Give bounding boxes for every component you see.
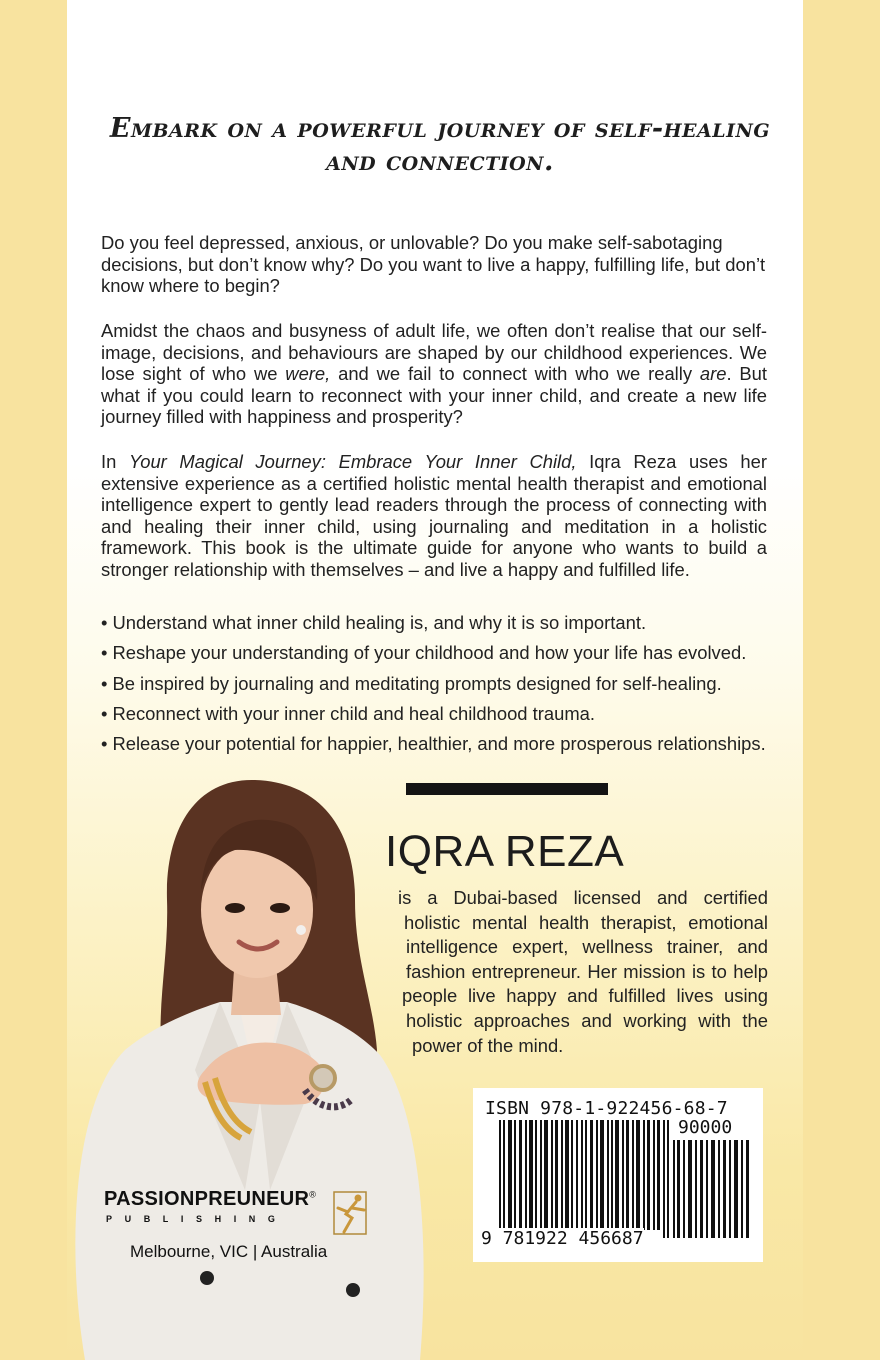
list-item-text: Reconnect with your inner child and heal childhood trauma. [112, 702, 595, 724]
context-emphasis-are: are [699, 363, 727, 385]
bio-line: intelligence expert, wellness trainer, and [406, 936, 768, 958]
list-item [101, 703, 791, 733]
bio-line: fashion entrepreneur. Her mission is to help [406, 960, 768, 982]
book-summary-paragraph [101, 451, 767, 581]
context-paragraph [101, 320, 767, 428]
context-text-c: . But what if you could learn to reconnect with your inner child, and create a new life journey filled with happiness and prosperity? [101, 363, 768, 428]
bullet-dot: • [101, 702, 108, 724]
list-item [101, 673, 791, 703]
isbn-label: ISBN 978-1-922456-68-7 [485, 1098, 728, 1119]
benefit-list [101, 612, 791, 763]
intro-paragraph: Do you feel depressed, anxious, or unlovable? Do you make self-sabotaging decisions, but don’t know why? Do you want to live a happy, fulfilling life, but don’t know where to begin? [101, 232, 766, 297]
bio-line: is a Dubai-based licensed and certified [398, 887, 768, 908]
list-item-text: Be inspired by journaling and meditating prompts designed for self-healing. [112, 672, 722, 694]
publisher-name [104, 1188, 316, 1211]
portrait-button [200, 1271, 214, 1285]
barcode-bars [499, 1120, 669, 1238]
portrait-earring [296, 925, 306, 935]
registered-mark: ® [309, 1189, 317, 1200]
publisher-location: Melbourne, VIC | Australia [130, 1242, 328, 1261]
bio-line: people live happy and fulfilled lives using [402, 985, 768, 1007]
bullet-dot: • [101, 612, 108, 633]
author-name: IQRA REZA [385, 827, 625, 876]
context-emphasis-were: were, [285, 363, 331, 385]
leaping-figure-logo-icon [332, 1188, 372, 1238]
price-addon-label: 90000 [678, 1117, 733, 1138]
portrait-eye-right [270, 903, 290, 913]
portrait-button [346, 1283, 360, 1297]
author-portrait [55, 770, 445, 1360]
list-item [101, 733, 791, 763]
book-title-italic: Your Magical Journey: Embrace Your Inner Child, [128, 451, 577, 472]
bio-line: holistic approaches and working with the [406, 1009, 768, 1031]
context-text-b: and we fail to connect with who we really [330, 363, 700, 385]
list-item-text: Reshape your understanding of your childhood and how your life has evolved. [112, 642, 747, 664]
list-item-text: Understand what inner child healing is, and why it is so important. [112, 612, 647, 633]
bullet-dot: • [101, 642, 108, 664]
list-item [101, 642, 791, 672]
summary-text-a: In [101, 451, 129, 472]
summary-text-b: Iqra Reza uses her extensive experience as a certified holistic mental health therapist and emotional intelligence expert to gently lead readers through the process of connecting with and healing their inner child, using journaling and meditation in a holistic framework. This book is the ultimate guide for anyone who wants to build a stronger relationship with themselves – and live a happy and fulfilled life. [101, 451, 768, 580]
bio-line: holistic mental health therapist, emotional [404, 911, 768, 933]
portrait-watch [311, 1066, 335, 1090]
publisher-subtitle: PUBLISHING [106, 1214, 288, 1224]
bullet-dot: • [101, 733, 108, 755]
publisher-name-text: PASSIONPREUNEUR [104, 1188, 310, 1210]
isbn-barcode [473, 1088, 763, 1262]
headline: Embark on a powerful journey of self-healing and connection. [109, 113, 771, 177]
portrait-eye-left [225, 903, 245, 913]
list-item-text: Release your potential for happier, healthier, and more prosperous relationships. [112, 733, 766, 755]
addon-barcode-bars [673, 1140, 753, 1238]
barcode-digits: 9 781922 456687 [481, 1228, 644, 1249]
context-text-a: Amidst the chaos and busyness of adult life, we often don’t realise that our self-image, decisions, and behaviours are shaped by our childhood experiences. We lose sight of who we [101, 320, 767, 385]
list-item [101, 612, 791, 642]
publisher-block [104, 1188, 384, 1268]
bullet-dot: • [101, 672, 108, 694]
bio-line: power of the mind. [412, 1034, 564, 1056]
